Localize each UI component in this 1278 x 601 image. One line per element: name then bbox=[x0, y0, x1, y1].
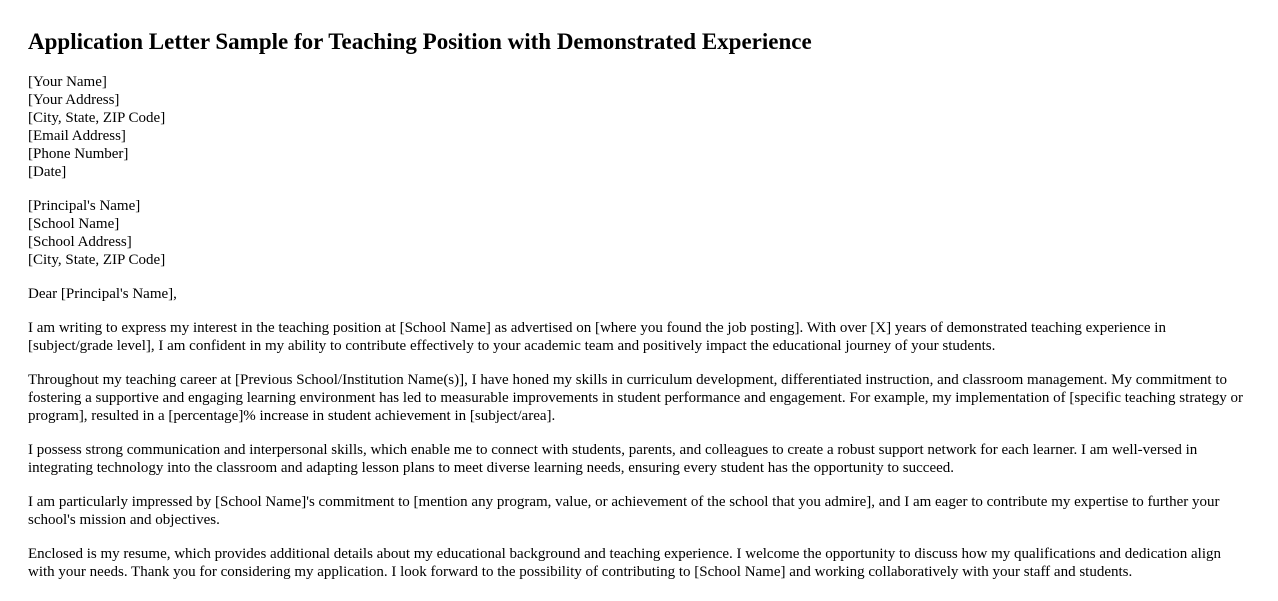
page-title: Application Letter Sample for Teaching Position with Demonstrated Experience bbox=[28, 29, 812, 54]
body-paragraph: Throughout my teaching career at [Previous School/Institution Name(s)], I have honed my skills in curriculum development, differentiated instruction, and classroom management. My commitment to fostering a supportive and engaging learning environment has led to measurable improvements in student performance and engagement. For example, my implementation of [specific teaching strategy or program], resulted in a [percentage]% increase in student achievement in [subject/area]. bbox=[28, 372, 1244, 424]
recipient-city-state-zip: [City, State, ZIP Code] bbox=[28, 252, 166, 268]
sender-name: [Your Name] bbox=[28, 74, 107, 90]
salutation: Dear [Principal's Name], bbox=[28, 286, 177, 302]
sender-address: [Your Address] bbox=[28, 92, 120, 108]
letter-date: [Date] bbox=[28, 164, 67, 180]
recipient-school-address: [School Address] bbox=[28, 234, 132, 250]
recipient-name: [Principal's Name] bbox=[28, 198, 141, 214]
recipient-address-block bbox=[28, 197, 1250, 269]
body-paragraph: I am writing to express my interest in the teaching position at [School Name] as advertised on [where you found the job posting]. With over [X] years of demonstrated teaching experience in [subject/grade level], I am confident in my ability to contribute effectively to your academic team and positively impact the educational journey of your students. bbox=[28, 320, 1166, 354]
sender-email: [Email Address] bbox=[28, 128, 126, 144]
sender-phone: [Phone Number] bbox=[28, 146, 129, 162]
sender-city-state-zip: [City, State, ZIP Code] bbox=[28, 110, 166, 126]
recipient-school-name: [School Name] bbox=[28, 216, 120, 232]
body-paragraph: Enclosed is my resume, which provides additional details about my educational background and teaching experience. I welcome the opportunity to discuss how my qualifications and dedication align with your needs. Thank you for considering my application. I look forward to the possibility of contributing to [School Name] and working collaboratively with your staff and students. bbox=[28, 546, 1222, 580]
body-paragraph: I am particularly impressed by [School Name]'s commitment to [mention any program, value, or achievement of the school that you admire], and I am eager to contribute my expertise to further your school's mission and objectives. bbox=[28, 494, 1220, 528]
sender-address-block bbox=[28, 73, 1250, 181]
body-paragraph: I possess strong communication and interpersonal skills, which enable me to connect with students, parents, and colleagues to create a robust support network for each learner. I am well-versed in integrating technology into the classroom and adapting lesson plans to meet diverse learning needs, ensuring every student has the opportunity to succeed. bbox=[28, 442, 1198, 476]
